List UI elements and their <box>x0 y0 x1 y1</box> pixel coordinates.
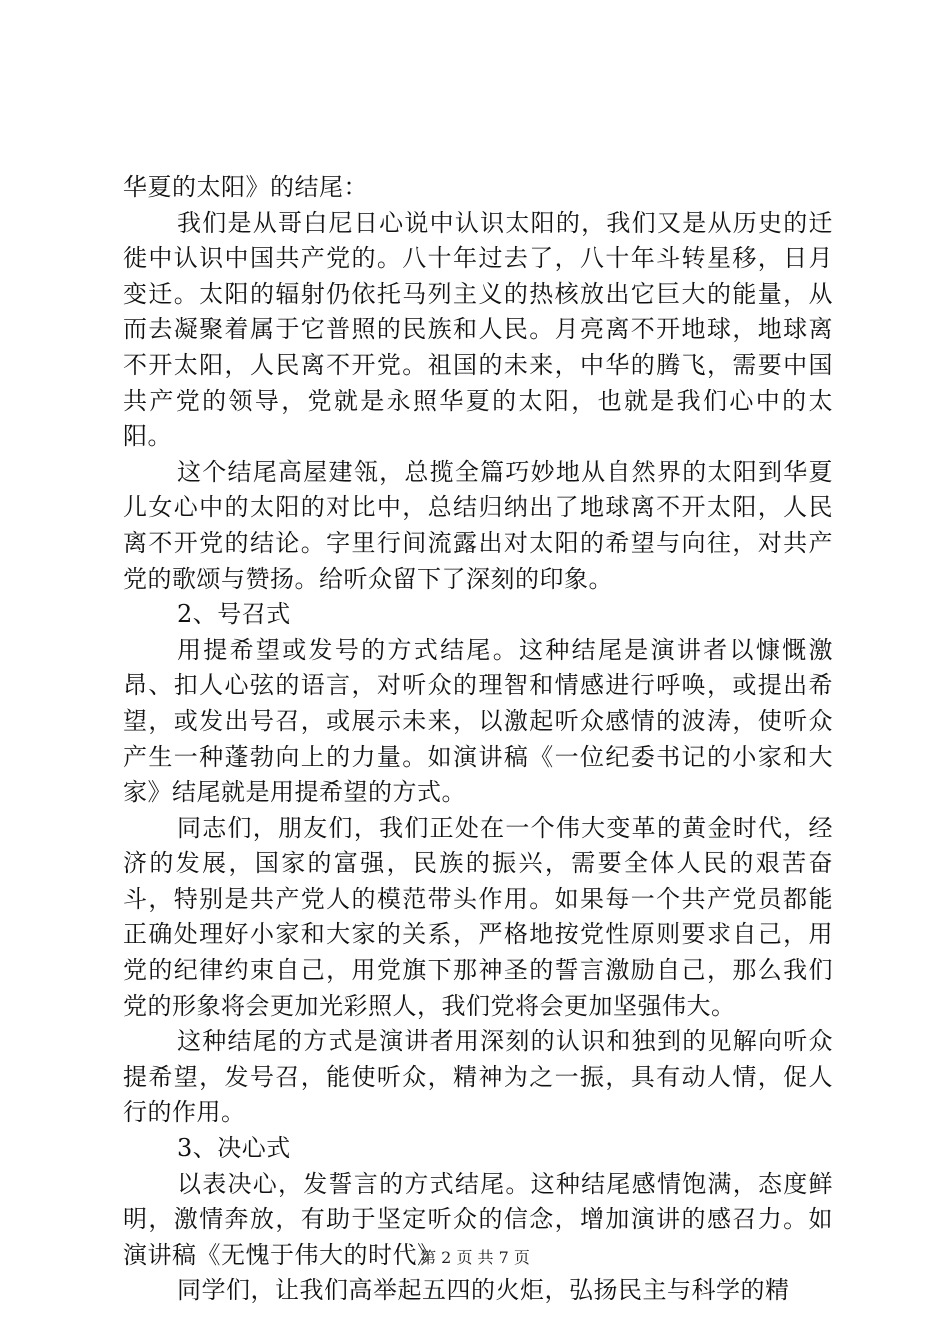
commentary-paragraph: 这种结尾的方式是演讲者用深刻的认识和独到的见解向听众提希望，发号召，能使听众，精神为之一振，具有动人情，促人行的作用。 <box>123 1027 833 1127</box>
section-heading: 3、决心式 <box>177 1134 291 1163</box>
quote-paragraph: 同志们，朋友们，我们正处在一个伟大变革的黄金时代，经济的发展，国家的富强，民族的振兴，需要全体人民的艰苦奋斗，特别是共产党人的模范带头作用。如果每一个共产党员都能正确处理好小家和大家的关系，严格地按党性原则要求自己，用党的纪律约束自己，用党旗下那神圣的誓言激励自己，那么我们党的形象将会更加光彩照人，我们党将会更加坚强伟大。 <box>123 813 833 1020</box>
body-paragraph: 以表决心，发誓言的方式结尾。这种结尾感情饱满，态度鲜明，激情奔放，有助于坚定听众的信念，增加演讲的感召力。如演讲稿《无愧于伟大的时代》 <box>123 1169 833 1269</box>
quote-paragraph: 同学们，让我们高举起五四的火炬，弘扬民主与科学的精 <box>177 1276 790 1305</box>
commentary-paragraph: 这个结尾高屋建瓴，总揽全篇巧妙地从自然界的太阳到华夏儿女心中的太阳的对比中，总结归纳出了地球离不开太阳，人民离不开党的结论。字里行间流露出对太阳的希望与向往，对共产党的歌颂与赞扬。给听众留下了深刻的印象。 <box>123 457 833 593</box>
section-heading: 2、号召式 <box>177 600 291 629</box>
body-text <box>123 170 833 1309</box>
page-footer: 第 2 页 共 7 页 <box>420 1248 530 1267</box>
body-paragraph: 用提希望或发号的方式结尾。这种结尾是演讲者以慷慨激昂、扣人心弦的语言，对听众的理智和情感进行呼唤，或提出希望，或发出号召，或展示未来，以激起听众感情的波涛，使听众产生一种蓬勃向上的力量。如演讲稿《一位纪委书记的小家和大家》结尾就是用提希望的方式。 <box>123 635 833 807</box>
paragraph-continuation: 华夏的太阳》的结尾： <box>123 173 368 201</box>
quote-paragraph: 我们是从哥白尼日心说中认识太阳的，我们又是从历史的迁徙中认识中国共产党的。八十年过去了，八十年斗转星移，日月变迁。太阳的辐射仍依托马列主义的热核放出它巨大的能量，从而去凝聚着属于它普照的民族和人民。月亮离不开地球，地球离不开太阳，人民离不开党。祖国的未来，中华的腾飞，需要中国共产党的领导，党就是永照华夏的太阳，也就是我们心中的太阳。 <box>123 208 833 451</box>
